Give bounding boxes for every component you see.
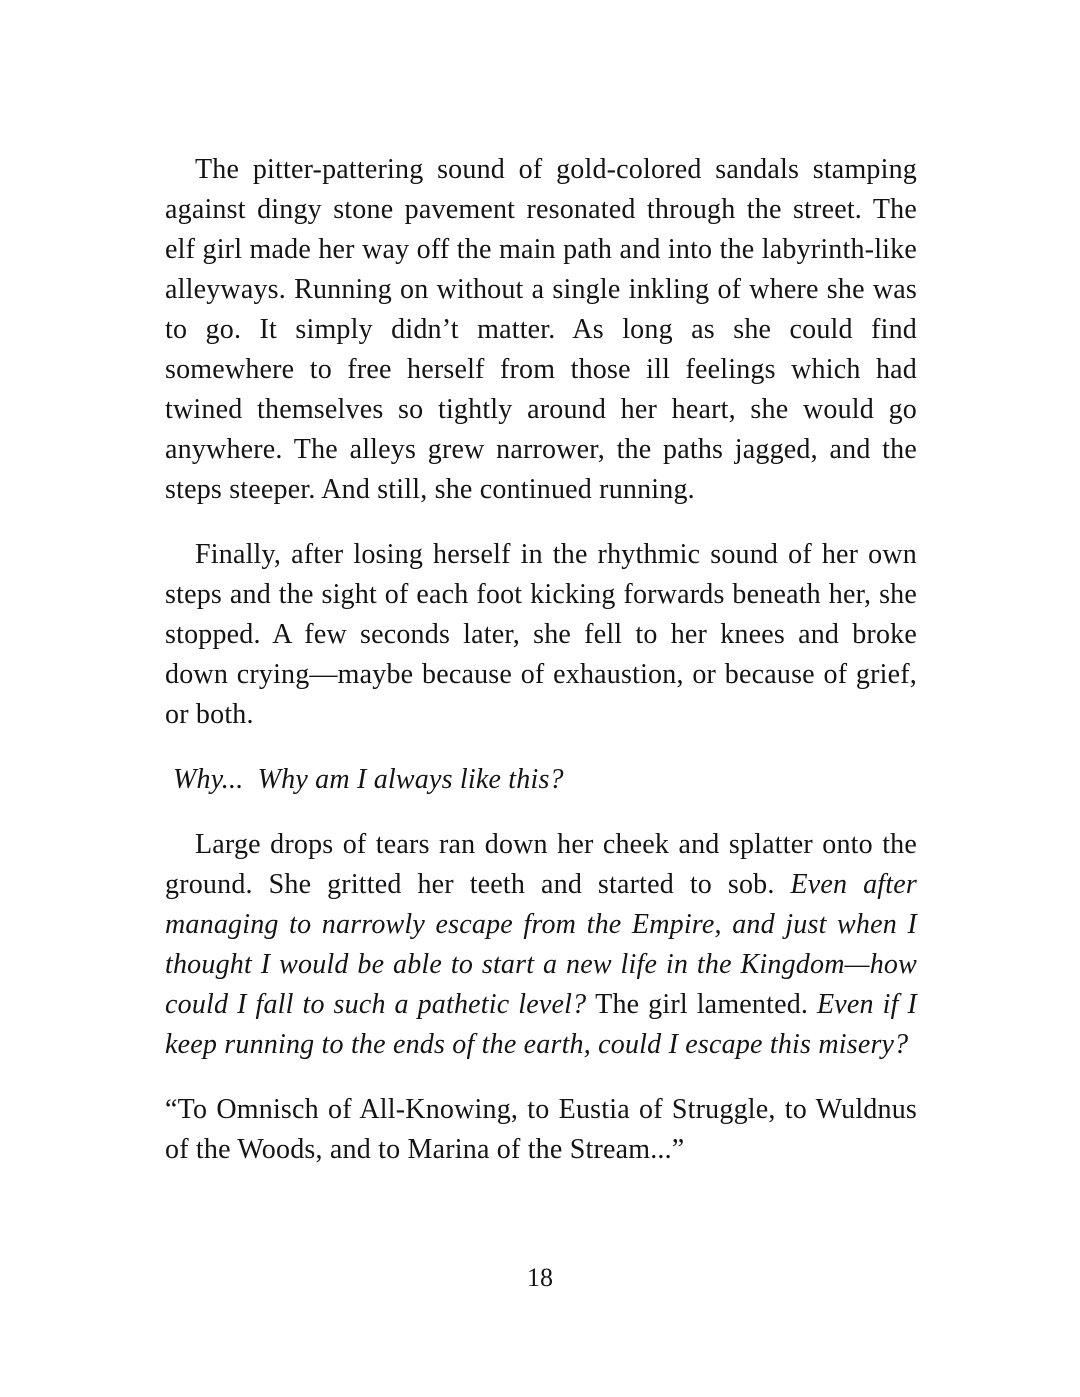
text-run: “To Omnisch of All-Knowing, to Eustia of Struggle, to Wuldnus of the Woods, and to Marina of the Stream...” (165, 1094, 917, 1165)
paragraph (165, 1090, 917, 1170)
paragraph (165, 150, 917, 510)
paragraph (165, 535, 917, 735)
text-run: The pitter-pattering sound of gold-colored sandals stamping against dingy stone pavement resonated through the street. The elf girl made her way off the main path and into the labyrinth-like alleyways. Running on without a single inkling of where she was to go. It simply didn’t matter. As long as she could find somewhere to free herself from those ill feelings which had twined themselves so tightly around her heart, she would go anywhere. The alleys grew narrower, the paths jagged, and the steps steeper. And still, she continued running. (165, 154, 917, 505)
text-run: The girl lamented. (595, 989, 817, 1020)
text-run: Large drops of tears ran down her cheek and splatter onto the ground. She gritted her teeth and started to sob. (165, 829, 917, 900)
paragraph (165, 825, 917, 1065)
page-number: 18 (527, 1263, 553, 1292)
italic-text-run: Why... Why am I always like this? (173, 764, 564, 795)
paragraph (165, 760, 917, 800)
page-text (165, 150, 917, 1170)
italic-text-run: Even if I keep running to the ends of the earth, could I escape this misery? (165, 989, 917, 1060)
italic-text-run: Even after managing to narrowly escape from the Empire, and just when I thought I would be able to start a new life in the Kingdom—how could I fall to such a pathetic level? (165, 869, 917, 1020)
text-run: Finally, after losing herself in the rhythmic sound of her own steps and the sight of each foot kicking forwards beneath her, she stopped. A few seconds later, she fell to her knees and broke down crying—maybe because of exhaustion, or because of grief, or both. (165, 539, 917, 730)
